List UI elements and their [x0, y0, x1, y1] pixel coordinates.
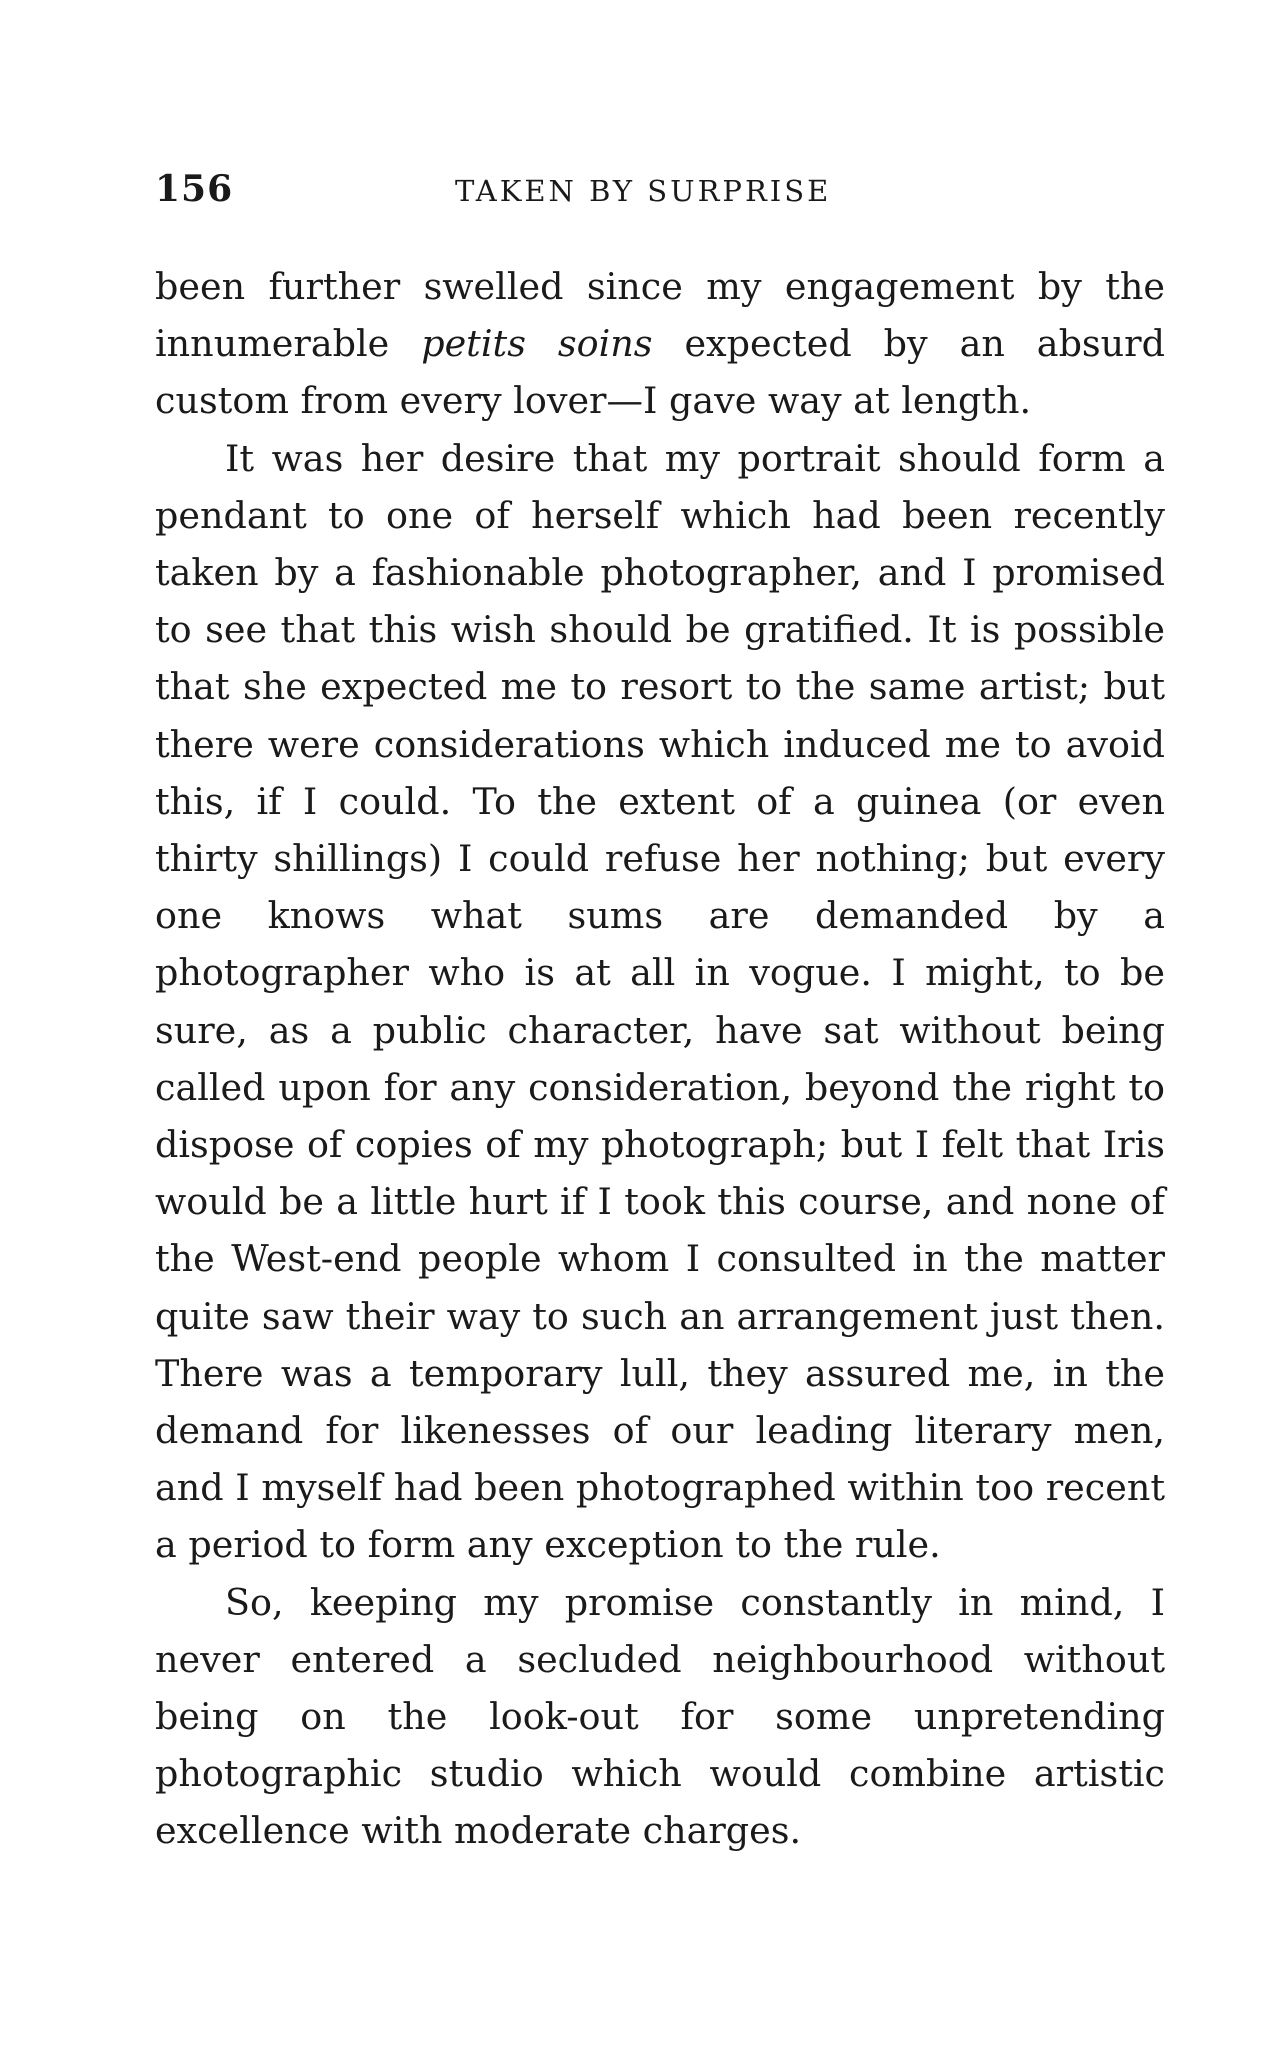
- paragraph-2: It was her desire that my portrait should form a pendant to one of herself which had been recently taken by a fashionable photographer, and I promised to see that this wish should be gratified. It is possible that she expected me to resort to the same artist; but there were considerations which induced me to avoid this, if I could. To the extent of a guinea (or even thirty shillings) I could refuse her nothing; but every one knows what sums are demanded by a photographer who is at all in vogue. I might, to be sure, as a public character, have sat without being called upon for any consideration, beyond the right to dispose of copies of my photograph; but I felt that Iris would be a little hurt if I took this course, and none of the West-end people whom I consulted in the matter quite saw their way to such an arrangement just then. There was a temporary lull, they assured me, in the demand for likenesses of our leading literary men, and I myself had been photographed within too recent a period to form any exception to the rule.: [155, 436, 1165, 1567]
- page-header: [155, 168, 1165, 218]
- paragraph-1-text-end: expected by an absurd custom from every lover—I gave way at length.: [155, 322, 1165, 423]
- running-head: TAKEN BY SURPRISE: [455, 174, 832, 208]
- paragraph-3: So, keeping my promise constantly in mind, I never entered a secluded neighbourhood without being on the look-out for some unpretending photographic studio which would combine artistic excellence with moderate charges.: [155, 1580, 1165, 1853]
- page-number: 156: [155, 168, 234, 210]
- body-text: [155, 258, 1165, 1860]
- paragraph-1-text-start: been further swelled since my engagement by the innumerable: [155, 265, 1165, 366]
- paragraph-1: [155, 258, 1165, 430]
- paragraph-1-italic-phrase: petits soins: [421, 322, 653, 366]
